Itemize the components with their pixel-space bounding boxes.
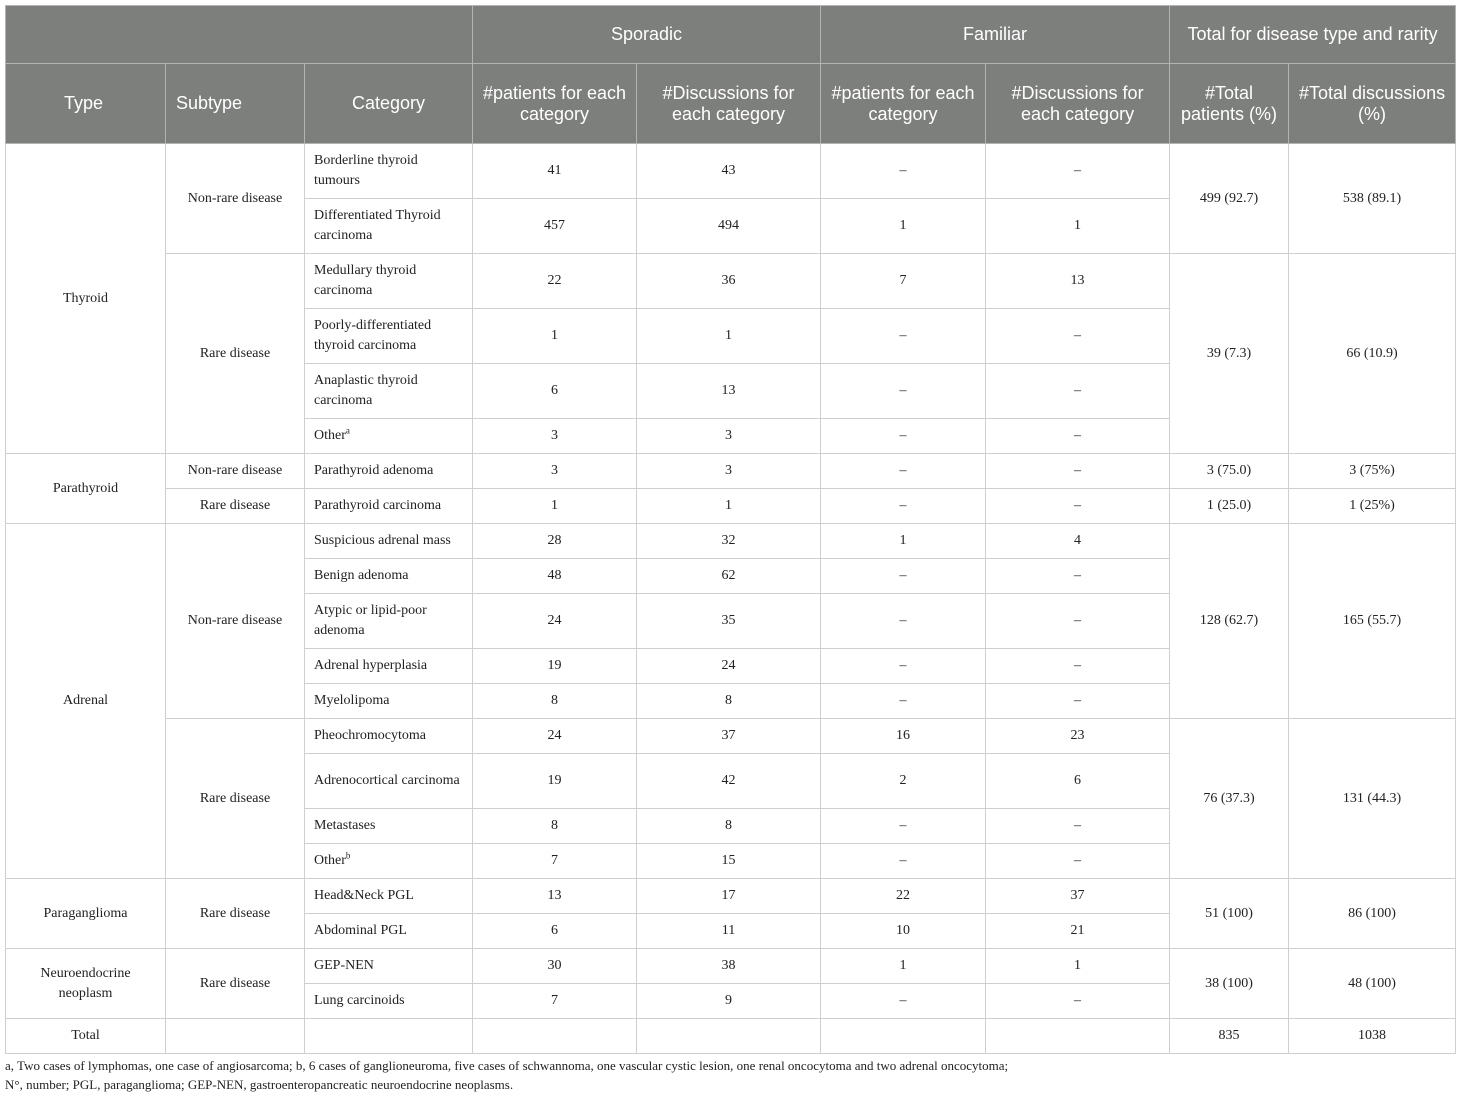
table-body [6,144,1456,1054]
familiar-discussions-cell: – [986,984,1170,1019]
col-type: Type [6,64,166,144]
category-cell: Parathyroid carcinoma [305,489,473,524]
total-discussions-cell: 86 (100) [1289,879,1456,949]
group-total: Total for disease type and rarity [1170,6,1456,64]
subtype-cell: Rare disease [166,949,305,1019]
category-cell: Metastases [305,809,473,844]
familiar-discussions-cell: – [986,309,1170,364]
familiar-patients-cell: 1 [821,524,986,559]
sporadic-patients-cell: 24 [473,594,637,649]
subtype-cell: Non-rare disease [166,454,305,489]
familiar-discussions-cell: 13 [986,254,1170,309]
subtype-cell: Rare disease [166,879,305,949]
sporadic-patients-cell: 3 [473,419,637,454]
sporadic-discussions-cell: 38 [637,949,821,984]
familiar-patients-cell: – [821,489,986,524]
familiar-patients-cell: – [821,809,986,844]
total-discussions-cell: 165 (55.7) [1289,524,1456,719]
sporadic-patients-cell: 7 [473,844,637,879]
sporadic-discussions-cell: 3 [637,454,821,489]
familiar-patients-cell: 16 [821,719,986,754]
familiar-patients-cell: – [821,649,986,684]
sporadic-patients-cell: 41 [473,144,637,199]
familiar-patients-cell: – [821,364,986,419]
familiar-patients-cell: 2 [821,754,986,809]
total-patients-cell: 39 (7.3) [1170,254,1289,454]
familiar-discussions-cell: – [986,364,1170,419]
table-footnotes [5,1056,1455,1094]
total-patients-cell: 76 (37.3) [1170,719,1289,879]
table-row [6,879,1456,914]
familiar-discussions-cell: – [986,594,1170,649]
category-cell: GEP-NEN [305,949,473,984]
total-discussions-cell: 538 (89.1) [1289,144,1456,254]
sporadic-discussions-cell: 36 [637,254,821,309]
subtype-cell: Rare disease [166,254,305,454]
familiar-discussions-cell: 4 [986,524,1170,559]
sporadic-patients-cell: 6 [473,364,637,419]
category-cell: Adrenal hyperplasia [305,649,473,684]
table-row [6,144,1456,199]
col-total-patients: #Total patients (%) [1170,64,1289,144]
familiar-patients-cell: – [821,684,986,719]
category-cell: Myelolipoma [305,684,473,719]
table-header [6,6,1456,144]
familiar-discussions-cell: 23 [986,719,1170,754]
total-patients-cell: 1 (25.0) [1170,489,1289,524]
sporadic-discussions-cell: 13 [637,364,821,419]
familiar-discussions-cell: – [986,144,1170,199]
familiar-discussions-cell: – [986,684,1170,719]
category-cell: Lung carcinoids [305,984,473,1019]
total-discussions-cell: 48 (100) [1289,949,1456,1019]
familiar-patients-cell: – [821,844,986,879]
familiar-discussions-cell: 1 [986,949,1170,984]
category-cell: Anaplastic thyroid carcinoma [305,364,473,419]
familiar-discussions-cell: 21 [986,914,1170,949]
familiar-patients-cell: – [821,454,986,489]
familiar-patients-cell: 1 [821,199,986,254]
empty-cell [821,1019,986,1054]
total-discussions-cell: 1 (25%) [1289,489,1456,524]
sporadic-discussions-cell: 11 [637,914,821,949]
familiar-discussions-cell: – [986,649,1170,684]
table-row [6,489,1456,524]
type-cell: Thyroid [6,144,166,454]
total-patients-cell: 128 (62.7) [1170,524,1289,719]
footnote-marker: b [345,850,351,861]
familiar-patients-cell: – [821,419,986,454]
table-row [6,949,1456,984]
sporadic-discussions-cell: 32 [637,524,821,559]
category-cell: Poorly-differentiated thyroid carcinoma [305,309,473,364]
familiar-patients-cell: 7 [821,254,986,309]
footnote-line: a, Two cases of lymphomas, one case of angiosarcoma; b, 6 cases of ganglioneuroma, five cases of schwannoma, one vascular cystic lesion, one renal oncocytoma and two adrenal oncocytoma; [5,1058,1009,1073]
sporadic-patients-cell: 22 [473,254,637,309]
sporadic-discussions-cell: 37 [637,719,821,754]
familiar-discussions-cell: 1 [986,199,1170,254]
sporadic-discussions-cell: 35 [637,594,821,649]
footnote-marker: a [345,425,350,436]
total-patients-cell: 835 [1170,1019,1289,1054]
col-sporadic-patients: #patients for each category [473,64,637,144]
sporadic-discussions-cell: 8 [637,684,821,719]
familiar-patients-cell: 1 [821,949,986,984]
familiar-discussions-cell: – [986,454,1170,489]
familiar-patients-cell: – [821,144,986,199]
empty-cell [305,1019,473,1054]
subtype-cell: Non-rare disease [166,524,305,719]
table-row [6,524,1456,559]
category-cell [305,419,473,454]
sporadic-discussions-cell: 494 [637,199,821,254]
total-patients-cell: 38 (100) [1170,949,1289,1019]
category-cell: Medullary thyroid carcinoma [305,254,473,309]
table-row [6,454,1456,489]
sporadic-discussions-cell: 24 [637,649,821,684]
sporadic-discussions-cell: 43 [637,144,821,199]
sporadic-patients-cell: 19 [473,649,637,684]
category-cell: Suspicious adrenal mass [305,524,473,559]
subtype-cell: Non-rare disease [166,144,305,254]
familiar-discussions-cell: – [986,489,1170,524]
sporadic-patients-cell: 48 [473,559,637,594]
empty-cell [166,1019,305,1054]
total-discussions-cell: 3 (75%) [1289,454,1456,489]
col-category: Category [305,64,473,144]
table-row [6,719,1456,754]
familiar-patients-cell: – [821,559,986,594]
total-discussions-cell: 1038 [1289,1019,1456,1054]
col-familiar-patients: #patients for each category [821,64,986,144]
sporadic-patients-cell: 457 [473,199,637,254]
sporadic-patients-cell: 8 [473,809,637,844]
col-total-discussions: #Total discussions (%) [1289,64,1456,144]
sporadic-discussions-cell: 42 [637,754,821,809]
familiar-discussions-cell: – [986,844,1170,879]
type-cell: Total [6,1019,166,1054]
sporadic-discussions-cell: 8 [637,809,821,844]
type-cell: Paraganglioma [6,879,166,949]
group-familiar: Familiar [821,6,1170,64]
sporadic-patients-cell: 1 [473,309,637,364]
total-discussions-cell: 66 (10.9) [1289,254,1456,454]
type-cell: Parathyroid [6,454,166,524]
category-cell [305,844,473,879]
subtype-cell: Rare disease [166,719,305,879]
sporadic-discussions-cell: 1 [637,309,821,364]
sporadic-discussions-cell: 62 [637,559,821,594]
familiar-patients-cell: 10 [821,914,986,949]
category-cell: Atypic or lipid-poor adenoma [305,594,473,649]
sporadic-patients-cell: 6 [473,914,637,949]
col-sporadic-discussions: #Discussions for each category [637,64,821,144]
sporadic-patients-cell: 30 [473,949,637,984]
familiar-discussions-cell: – [986,419,1170,454]
data-table [5,5,1456,1054]
footnote-line: N°, number; PGL, paraganglioma; GEP-NEN, gastroenteropancreatic neuroendocrine neoplasms. [5,1077,514,1092]
subtype-cell: Rare disease [166,489,305,524]
type-cell: Neuroendocrine neoplasm [6,949,166,1019]
category-cell: Differentiated Thyroid carcinoma [305,199,473,254]
sporadic-patients-cell: 3 [473,454,637,489]
category-cell: Pheochromocytoma [305,719,473,754]
total-patients-cell: 499 (92.7) [1170,144,1289,254]
header-blank [6,6,473,64]
sporadic-patients-cell: 13 [473,879,637,914]
total-patients-cell: 51 (100) [1170,879,1289,949]
category-label: Other [314,428,346,443]
familiar-discussions-cell: – [986,809,1170,844]
category-label: Other [314,853,346,868]
total-patients-cell: 3 (75.0) [1170,454,1289,489]
sporadic-patients-cell: 8 [473,684,637,719]
type-cell: Adrenal [6,524,166,879]
category-cell: Benign adenoma [305,559,473,594]
empty-cell [473,1019,637,1054]
category-cell: Abdominal PGL [305,914,473,949]
sporadic-discussions-cell: 15 [637,844,821,879]
sporadic-patients-cell: 19 [473,754,637,809]
empty-cell [637,1019,821,1054]
familiar-discussions-cell: – [986,559,1170,594]
sporadic-discussions-cell: 9 [637,984,821,1019]
familiar-discussions-cell: 6 [986,754,1170,809]
total-row [6,1019,1456,1054]
familiar-discussions-cell: 37 [986,879,1170,914]
col-familiar-discussions: #Discussions for each category [986,64,1170,144]
sporadic-discussions-cell: 3 [637,419,821,454]
familiar-patients-cell: 22 [821,879,986,914]
category-cell: Adrenocortical carcinoma [305,754,473,809]
group-sporadic: Sporadic [473,6,821,64]
sporadic-patients-cell: 7 [473,984,637,1019]
sporadic-discussions-cell: 17 [637,879,821,914]
familiar-patients-cell: – [821,309,986,364]
sporadic-discussions-cell: 1 [637,489,821,524]
total-discussions-cell: 131 (44.3) [1289,719,1456,879]
sporadic-patients-cell: 24 [473,719,637,754]
table-row [6,254,1456,309]
familiar-patients-cell: – [821,984,986,1019]
familiar-patients-cell: – [821,594,986,649]
sporadic-patients-cell: 28 [473,524,637,559]
col-subtype: Subtype [166,64,305,144]
sporadic-patients-cell: 1 [473,489,637,524]
category-cell: Parathyroid adenoma [305,454,473,489]
category-cell: Head&Neck PGL [305,879,473,914]
category-cell: Borderline thyroid tumours [305,144,473,199]
empty-cell [986,1019,1170,1054]
